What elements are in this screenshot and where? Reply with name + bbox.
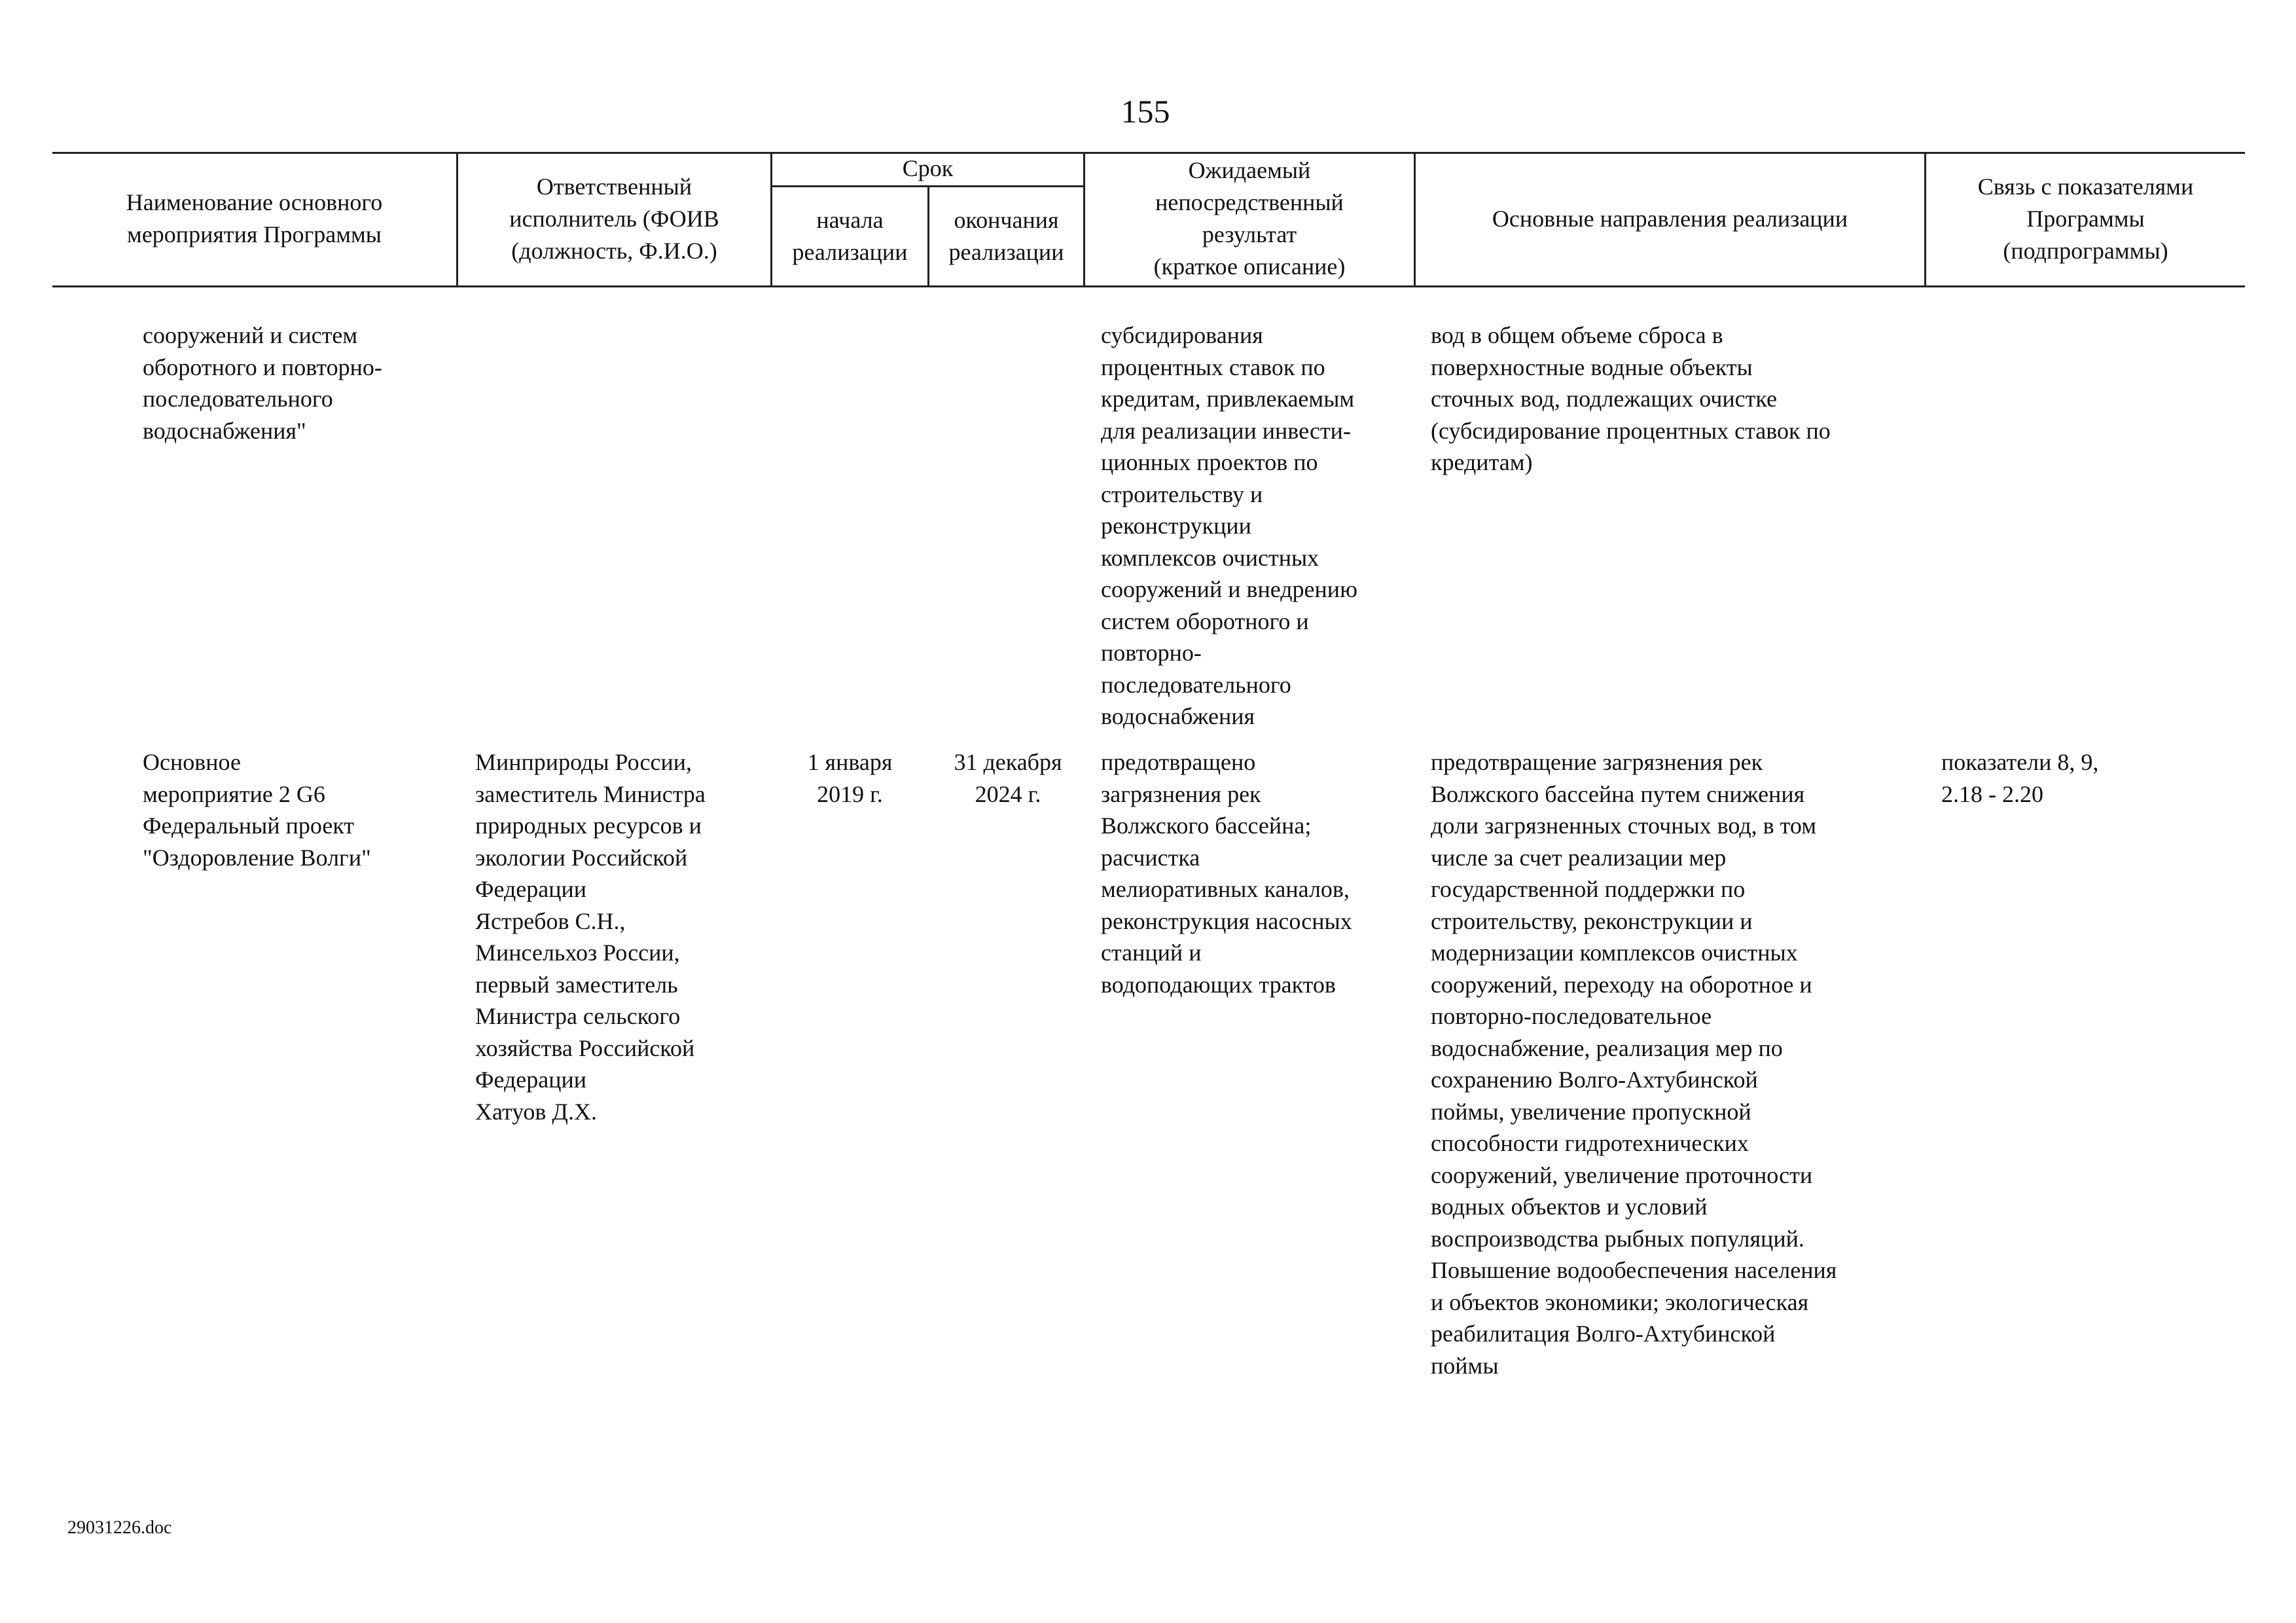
header-start-text: начала реализации (792, 207, 908, 265)
row1-directions: вод в общем объеме сброса в поверхностные водные объекты сточных вод, подлежащих очистке (субсидирование процентных ставок по кредитам) (1431, 322, 1831, 475)
header-responsible (458, 152, 770, 285)
row2-name: Основное мероприятие 2 G6 Федеральный проект "Оздоровление Волги" (143, 749, 371, 871)
row2-indicators: показатели 8, 9, 2.18 - 2.20 (1941, 749, 2099, 807)
header-directions (1416, 152, 1924, 285)
row1-result: субсидирования процентных ставок по кредитам, привлекаемым для реализации инвести- ционных проектов по строительству и реконструкции комплексов очистных сооружений и внедрению систем оборотного и повторно- последовательного водоснабжения (1101, 322, 1357, 729)
header-end (929, 187, 1083, 285)
row2-directions: предотвращение загрязнения рек Волжского бассейна путем снижения доли загрязненных сточных вод, в том числе за счет реализации мер государственной поддержки по строительству, реконструкции и модернизации комплексов очистных сооружений, переходу на оборотное и повторно-последовательное водоснабжение, реализация мер по сохранению Волго-Ахтубинской поймы, увеличение пропускной способности гидротехнических сооружений, увеличение проточности водных объектов и условий воспроизводства рыбных популяций. Повышение водообеспечения населения и объектов экономики; экологическая реабилитация Волго-Ахтубинской поймы (1431, 749, 1837, 1379)
header-start (772, 187, 927, 285)
header-bottom-border (52, 285, 2245, 287)
header-term-text: Срок (902, 155, 954, 181)
row2-result: предотвращено загрязнения рек Волжского бассейна; расчистка мелиоративных каналов, реконструкция насосных станций и водоподающих трактов (1101, 749, 1352, 998)
header-result-text: Ожидаемый непосредственный результат (краткое описание) (1153, 157, 1346, 280)
header-term (772, 152, 1083, 185)
header-responsible-text: Ответственный исполнитель (ФОИВ (должность, Ф.И.О.) (509, 173, 719, 264)
header-name-text: Наименование основного мероприятия Программы (126, 189, 383, 247)
row1-name: сооружений и систем оборотного и повторно- последовательного водоснабжения" (143, 322, 382, 444)
header-directions-text: Основные направления реализации (1492, 205, 1848, 232)
row2-responsible: Минприроды России, заместитель Министра природных ресурсов и экологии Российской Федерации Ястребов С.Н., Минсельхоз России, первый заместитель Министра сельского хозяйства Российской Федерации Хатуов Д.Х. (475, 749, 706, 1125)
header-end-text: окончания реализации (948, 207, 1064, 265)
header-indicators-text: Связь с показателями Программы (подпрограммы) (1977, 173, 2194, 264)
document-filename: 29031226.doc (67, 1518, 172, 1538)
header-indicators (1926, 152, 2245, 285)
header-result (1085, 152, 1414, 285)
row2-start-date: 1 января 2019 г. (807, 749, 893, 807)
row2-end-date: 31 декабря 2024 г. (954, 749, 1062, 807)
page-number: 155 (1121, 93, 1170, 130)
header-name (52, 152, 456, 285)
